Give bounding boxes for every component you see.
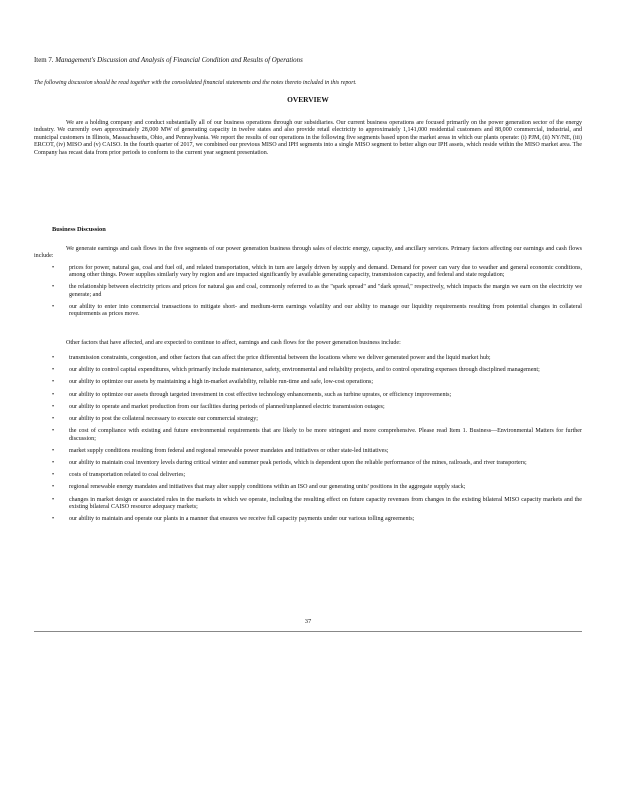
footer-divider (34, 631, 582, 632)
item-title-text: Management's Discussion and Analysis of Financial Condition and Results of Operations (55, 57, 303, 64)
bullet-icon: • (52, 284, 55, 291)
other-factors-list (34, 355, 582, 524)
list-item-text: our ability to maintain and operate our plants in a manner that ensures we receive full capacity payments under our various tolling agreements; (69, 516, 415, 523)
list-item-text: our ability to optimize our assets by maintaining a high in-market availability, reliable run-time and safe, low-cost operations; (69, 379, 374, 386)
bullet-icon: • (52, 265, 55, 271)
list-item (34, 497, 582, 512)
bullet-icon: • (52, 496, 55, 503)
list-item-text: transmission constraints, congestion, and other factors that can affect the price differential between the locations where we deliver generated power and the liquid market hub; (69, 355, 491, 361)
list-item-text: our ability to post the collateral necessary to execute our commercial strategy; (69, 416, 258, 423)
bullet-icon: • (52, 391, 55, 398)
bullet-icon: • (52, 379, 55, 386)
list-item-text: the cost of compliance with existing and future environmental requirements that are likely to be more stringent and more comprehensive. Please read Item 1. Business—Environmental Matters for further discussion; (69, 428, 582, 442)
list-item (34, 404, 582, 411)
list-item (34, 367, 582, 374)
bullet-icon: • (52, 472, 55, 479)
overview-heading: OVERVIEW (287, 95, 329, 104)
list-item-text: prices for power, natural gas, coal and fuel oil, and related transportation, which in turn are largely driven by supply and demand. Demand for power can vary due to weather and general economic conditions, among other things. Power supplies similarly vary by region and are impacted significantly by available generating capacity, transmission capacity, and federal and state regulation; (69, 265, 582, 279)
list-item (34, 355, 582, 362)
list-item (34, 448, 582, 455)
intro-note: The following discussion should be read together with the consolidated financial statements and the notes thereto included in this report. (34, 80, 357, 86)
list-item (34, 516, 582, 523)
bullet-icon: • (52, 403, 55, 410)
list-item-text: our ability to operate and market production from our facilities during periods of planned/unplanned electric transmission outages; (69, 403, 385, 410)
section-title (34, 56, 582, 65)
list-item-text: our ability to enter into commercial transactions to mitigate short- and medium-term earnings volatility and our ability to manage our liquidity requirements resulting from potential changes in collateral requirements as prices move. (69, 303, 582, 318)
list-item-text: regional renewable energy mandates and initiatives that may alter supply conditions within an ISO and our generating units' positions in the aggregate supply stack; (69, 484, 466, 491)
bullet-icon: • (52, 516, 55, 523)
primary-factors-list (34, 265, 582, 318)
bullet-icon: • (52, 428, 55, 435)
business-discussion-heading: Business Discussion (52, 226, 106, 233)
business-discussion-intro: We generate earnings and cash flows in the five segments of our power generation business through sales of electric energy, capacity, and ancillary services. Primary factors affecting our earnings and cash flows include: (34, 246, 582, 260)
list-item (34, 428, 582, 443)
list-item-text: our ability to optimize our assets through targeted investment in cost effective technology enhancements, such as turbine uprates, or efficiency improvements; (69, 391, 452, 398)
bullet-icon: • (52, 416, 55, 423)
list-item (34, 379, 582, 386)
list-item-text: market supply conditions resulting from federal and regional renewable power mandates and initiatives or other state-led initiatives; (69, 447, 389, 454)
bullet-icon: • (52, 447, 55, 454)
list-item (34, 265, 582, 280)
page-number: 37 (304, 618, 312, 625)
list-item-text: costs of transportation related to coal deliveries; (69, 472, 186, 479)
list-item (34, 392, 582, 399)
list-item (34, 484, 582, 491)
list-item (34, 304, 582, 319)
bullet-icon: • (52, 460, 55, 467)
item-prefix: Item 7. (34, 57, 54, 64)
list-item-text: changes in market design or associated rules in the markets in which we operate, including the resulting effect on future capacity revenues from changes in the existing bilateral MISO capacity markets and the existing bilateral CAISO resource adequacy markets; (69, 496, 582, 511)
list-item (34, 284, 582, 299)
list-item (34, 416, 582, 423)
list-item-text: our ability to control capital expenditures, which primarily include maintenance, safety, environmental and reliability projects, and to control operating expenses through disciplined management; (69, 367, 540, 374)
list-item-text: our ability to maintain coal inventory levels during critical winter and summer peak periods, which is dependent upon the reliable performance of the mines, railroads, and river transporters; (69, 460, 527, 467)
list-item (34, 472, 582, 479)
overview-paragraph: We are a holding company and conduct substantially all of our business operations through our subsidiaries. Our current business operations are focused primarily on the power generation sector of the energy industry. We currently own approximately 28,000 MW of generating capacity in twelve states and also provide retail electricity to approximately 1,141,000 residential customers and 88,000 commercial, industrial, and municipal customers in Illinois, Massachusetts, Ohio, and Pennsylvania. We report the results of our operations in the following five segments based upon the market areas in which our plants operate: (i) PJM, (ii) NY/NE, (iii) ERCOT, (iv) MISO and (v) CAISO. In the fourth quarter of 2017, we combined our previous MISO and IPH segments into a single MISO segment to better align our IPH assets, which reside within the MISO market area. The Company has recast data from prior periods to conform to the current year segment presentation. (34, 120, 582, 156)
list-item (34, 460, 582, 467)
bullet-icon: • (52, 484, 55, 491)
bullet-icon: • (52, 367, 55, 374)
other-factors-intro: Other factors that have affected, and are expected to continue to affect, earnings and cash flows for the power generation business include: (66, 340, 401, 346)
bullet-icon: • (52, 355, 55, 361)
list-item-text: the relationship between electricity prices and prices for natural gas and coal, commonly referred to as the "spark spread" and "dark spread," respectively, which impacts the margin we earn on the electricity we generate; and (69, 284, 582, 298)
bullet-icon: • (52, 303, 55, 310)
